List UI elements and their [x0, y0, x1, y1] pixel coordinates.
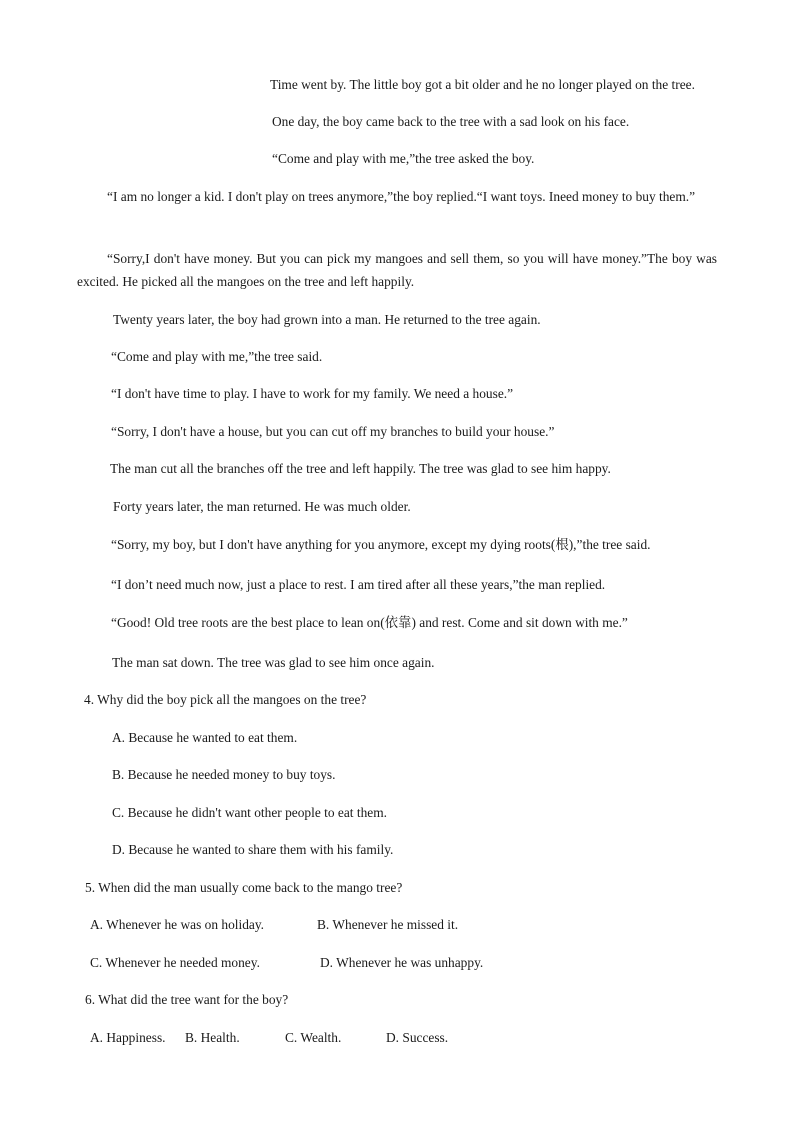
story-line: One day, the boy came back to the tree with a sad look on his face. [272, 114, 630, 129]
answer-option[interactable]: D. Success. [386, 1030, 449, 1045]
question-stem: 6. What did the tree want for the boy? [85, 992, 289, 1007]
answer-option[interactable]: B. Health. [185, 1030, 240, 1045]
story-paragraph [77, 185, 717, 208]
answer-option[interactable]: B. Because he needed money to buy toys. [112, 767, 336, 782]
answer-option[interactable]: A. Whenever he was on holiday. [90, 917, 265, 932]
story-line: Time went by. The little boy got a bit older and he no longer played on the tree. [270, 77, 695, 92]
answer-option[interactable]: C. Because he didn't want other people to eat them. [112, 805, 387, 820]
story-line: “Sorry, my boy, but I don't have anything for you anymore, except my dying roots(根),”the tree said. [111, 537, 651, 552]
story-line: Twenty years later, the boy had grown into a man. He returned to the tree again. [113, 312, 541, 327]
answer-option[interactable]: D. Because he wanted to share them with his family. [112, 842, 394, 857]
story-text: “I am no longer a kid. I don't play on trees anymore,”the boy replied.“I want toys. Ineed money to buy them.” [107, 189, 696, 204]
answer-option[interactable]: A. Because he wanted to eat them. [112, 730, 298, 745]
story-line: “Good! Old tree roots are the best place to lean on(依靠) and rest. Come and sit down with me.” [111, 615, 628, 630]
answer-option[interactable]: B. Whenever he missed it. [317, 917, 459, 932]
answer-option[interactable]: C. Wealth. [285, 1030, 342, 1045]
answer-option[interactable]: D. Whenever he was unhappy. [320, 955, 484, 970]
story-line: “I don’t need much now, just a place to rest. I am tired after all these years,”the man replied. [111, 577, 606, 592]
story-line: “Sorry, I don't have a house, but you can cut off my branches to build your house.” [111, 424, 555, 439]
story-line: Forty years later, the man returned. He was much older. [113, 499, 411, 514]
story-text: “Sorry,I don't have money. But you can pick my mangoes and sell them, so you will have money.”The boy was excited. He picked all the mangoes on the tree and left happily. [77, 251, 717, 289]
question-stem: 4. Why did the boy pick all the mangoes on the tree? [84, 692, 367, 707]
story-line: The man cut all the branches off the tree and left happily. The tree was glad to see him happy. [110, 461, 611, 476]
answer-option[interactable]: C. Whenever he needed money. [90, 955, 260, 970]
story-line: “I don't have time to play. I have to work for my family. We need a house.” [111, 386, 514, 401]
answer-option[interactable]: A. Happiness. [90, 1030, 166, 1045]
story-line: The man sat down. The tree was glad to see him once again. [112, 655, 435, 670]
story-paragraph [77, 247, 717, 293]
story-line: “Come and play with me,”the tree asked the boy. [272, 151, 535, 166]
question-stem: 5. When did the man usually come back to the mango tree? [85, 880, 403, 895]
story-line: “Come and play with me,”the tree said. [111, 349, 323, 364]
